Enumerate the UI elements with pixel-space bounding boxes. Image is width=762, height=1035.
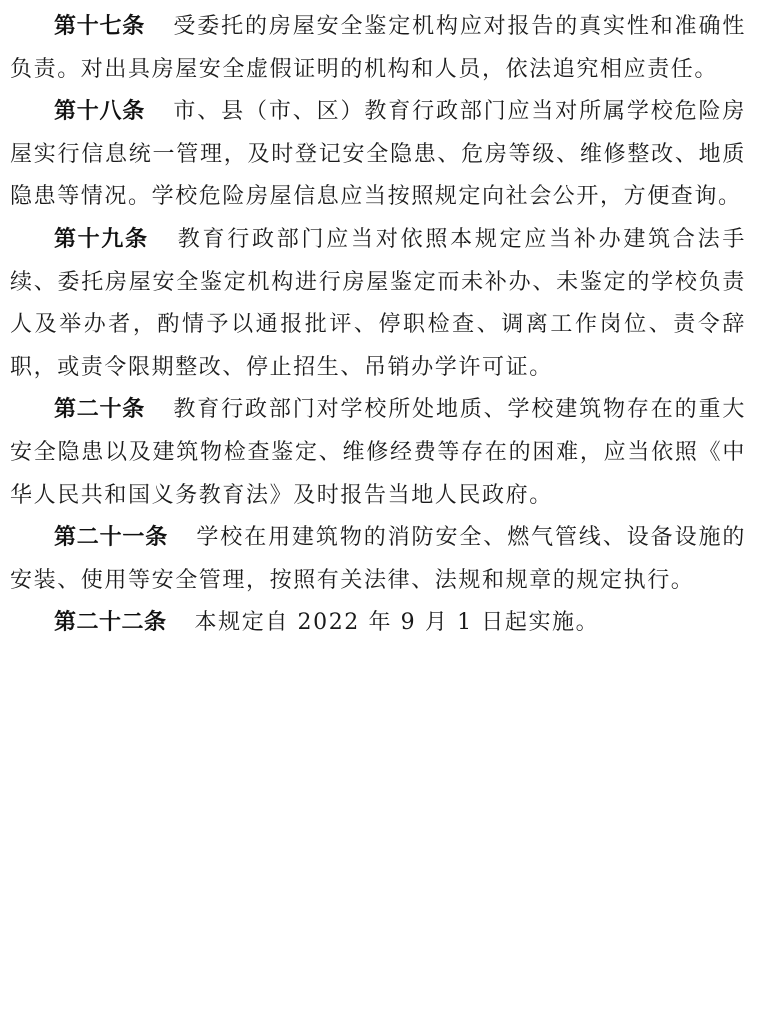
article-text: 本规定自 2022 年 9 月 1 日起实施。 xyxy=(194,610,600,636)
article-19 xyxy=(10,219,746,389)
article-text: 教育行政部门对学校所处地质、学校建筑物存在的重大安全隐患以及建筑物检查鉴定、维修经费等存在的困难，应当依照《中华人民共和国义务教育法》及时报告当地人民政府。 xyxy=(10,397,746,508)
article-number: 第二十二条 xyxy=(54,610,167,636)
article-number: 第十九条 xyxy=(54,226,149,252)
article-text: 市、县（市、区）教育行政部门应当对所属学校危险房屋实行信息统一管理，及时登记安全隐患、危房等级、维修整改、地质隐患等情况。学校危险房屋信息应当按照规定向社会公开，方便查询。 xyxy=(10,99,746,210)
article-22 xyxy=(10,602,746,645)
article-text: 受委托的房屋安全鉴定机构应对报告的真实性和准确性负责。对出具房屋安全虚假证明的机构和人员，依法追究相应责任。 xyxy=(10,14,746,82)
article-number: 第十八条 xyxy=(54,99,146,125)
article-18 xyxy=(10,91,746,219)
article-text: 教育行政部门应当对依照本规定应当补办建筑合法手续、委托房屋安全鉴定机构进行房屋鉴定而未补办、未鉴定的学校负责人及举办者，酌情予以通报批评、停职检查、调离工作岗位、责令辞职，或责令限期整改、停止招生、吊销办学许可证。 xyxy=(10,226,746,380)
article-number: 第二十一条 xyxy=(54,525,169,551)
article-number: 第十七条 xyxy=(54,14,146,39)
article-text: 学校在用建筑物的消防安全、燃气管线、设备设施的安装、使用等安全管理，按照有关法律、法规和规章的规定执行。 xyxy=(10,525,746,593)
document-page xyxy=(10,6,746,645)
article-17 xyxy=(10,6,746,91)
article-number: 第二十条 xyxy=(54,397,146,423)
article-21 xyxy=(10,517,746,602)
article-20 xyxy=(10,389,746,517)
